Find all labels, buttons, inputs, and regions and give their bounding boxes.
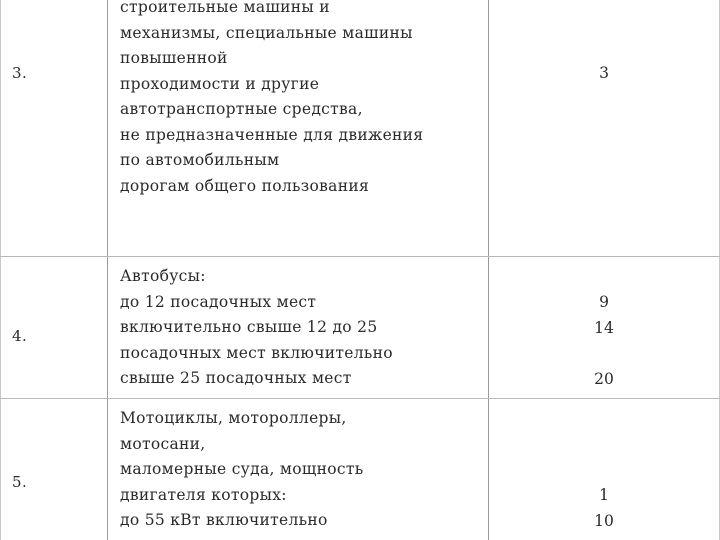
rate-value: 3 [599, 64, 609, 82]
description-line: маломерные суда, мощность [120, 460, 364, 478]
rate-value: 1 [599, 486, 609, 504]
rate-value: 20 [594, 369, 614, 388]
row-number: 4. [12, 327, 28, 345]
description-line: до 12 посадочных мест [120, 292, 317, 311]
description-line: Мотоциклы, мотороллеры, [120, 409, 347, 427]
description-line: включительно свыше 12 до 25 [120, 318, 378, 336]
row-rate [490, 61, 718, 87]
description-line: автотранспортные средства, [120, 100, 363, 118]
row-number: 3. [12, 64, 28, 82]
table-row [0, 399, 720, 540]
row-rate [490, 290, 718, 392]
description-line: Автобусы: [120, 267, 206, 285]
row-description [120, 0, 480, 199]
description-line: проходимости и другие [120, 74, 320, 93]
description-line: повышенной [120, 49, 228, 67]
row-description [120, 264, 480, 392]
description-line: двигателя которых: [120, 485, 287, 504]
description-line: посадочных мест включительно [120, 343, 393, 362]
description-line: не предназначенные для движения [120, 125, 424, 144]
description-line: механизмы, специальные машины [120, 23, 413, 42]
description-line: до 55 кВт включительно [120, 511, 328, 529]
table-row [0, 257, 720, 398]
rate-spacer [490, 341, 718, 367]
row-rate [490, 483, 718, 534]
row-number: 5. [12, 473, 28, 491]
rate-value: 9 [599, 293, 609, 311]
description-line: дорогам общего пользования [120, 176, 370, 195]
table-row [0, 0, 720, 256]
description-line: по автомобильным [120, 151, 280, 169]
row-description [120, 406, 480, 534]
description-line: строительные машины и [120, 0, 330, 16]
rate-value: 14 [594, 318, 614, 337]
description-line: свыше 25 посадочных мест [120, 369, 352, 387]
description-line: мотосани, [120, 434, 206, 453]
rate-value: 10 [594, 511, 614, 530]
